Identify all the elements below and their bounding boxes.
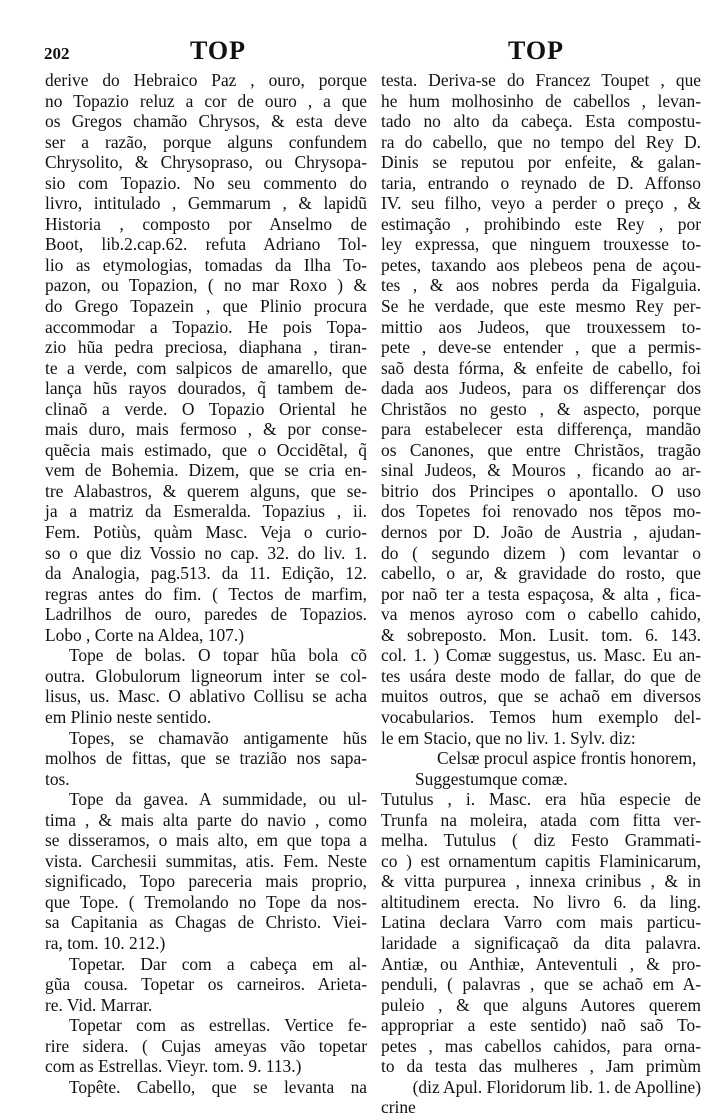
- text-line: appropriar a este sentido) naõ saõ To-: [381, 1015, 701, 1036]
- text-line: tre Alabastros, & querem alguns, que se-: [45, 480, 367, 501]
- text-line: Latina declara Varro com mais particu-: [381, 912, 701, 933]
- text-line: zio hũa pedra preciosa, diaphana , tiran-: [45, 337, 367, 358]
- text-line: muitos outros, que se achaõ em diversos: [381, 686, 701, 707]
- text-line: Suggestumque comæ.: [415, 768, 568, 789]
- text-line: Boot, lib.2.cap.62. refuta Adriano Tol-: [45, 234, 367, 255]
- text-line: co ) est ornamentum capitis Flaminicarum,: [381, 850, 701, 871]
- text-line: gũa cousa. Topetar os carneiros. Arieta-: [45, 974, 367, 995]
- text-line: re. Vid. Marrar.: [45, 994, 153, 1015]
- text-line: vista. Carchesii summitas, atis. Fem. Neste: [45, 850, 367, 871]
- text-line: mais duro, mais fermoso , & por conse-: [45, 419, 367, 440]
- running-head-left: TOP: [190, 36, 246, 65]
- text-line: se disseramos, o mais alto, em que topa a: [45, 830, 367, 851]
- text-line: da Analogia, pag.513. da 11. Edição, 12.: [45, 563, 367, 584]
- text-line: do ( segundo dizem ) com levantar o: [381, 542, 701, 563]
- text-line: tes usára deste modo de fallar, do que de: [381, 665, 701, 686]
- text-line: laridade a significaçaõ da dita palavra.: [381, 932, 701, 953]
- text-line: he hum molhosinho de cabellos , levan-: [381, 90, 701, 111]
- text-line: tes , & aos nobres perda da Figalguia.: [381, 275, 701, 296]
- text-line: Se he verdade, que este mesmo Rey per-: [381, 296, 701, 317]
- text-line: cabello, o ar, & gravidade do rosto, que: [381, 563, 701, 584]
- text-line: os Gregos chamão Chrysos, & esta deve: [45, 111, 367, 132]
- text-line: puleio , & que alguns Autores querem: [381, 994, 701, 1015]
- text-line: derive do Hebraico Paz , ouro, porque: [45, 70, 367, 90]
- text-line: clinaõ a verde. O Topazio Oriental he: [45, 398, 367, 419]
- text-line: vocabularios. Temos hum exemplo del-: [381, 706, 701, 727]
- text-line: tado no alto da cabeça. Esta compostu-: [381, 111, 701, 132]
- text-line: melha. Tutulus ( diz Festo Grammati-: [381, 830, 701, 851]
- text-line: com as Estrellas. Vieyr. tom. 9. 113.): [45, 1056, 302, 1077]
- page-header: [0, 36, 709, 68]
- text-line: & vitta purpurea , innexa crinibus , & in: [381, 871, 701, 892]
- text-line: sa Capitania as Chagas de Christo. Viei-: [45, 912, 367, 933]
- text-line: livro, intitulado , Gemmarum , & lapidũ: [45, 193, 367, 214]
- text-line: tos.: [45, 768, 70, 789]
- text-line: sio com Topazio. No seu commento do: [45, 172, 367, 193]
- text-line: significado, Topo pareceria mais proprio,: [45, 871, 367, 892]
- text-line: Topes, se chamavão antigamente hũs: [69, 727, 367, 748]
- text-line: testa. Deriva-se do Francez Toupet , que: [381, 70, 701, 90]
- text-line: va menos ayroso com o cabello cahido,: [381, 604, 701, 625]
- text-line: mittio aos Judeos, que trouxessem to-: [381, 316, 701, 337]
- text-line: crine: [381, 1097, 416, 1118]
- text-line: tima , & mais alta parte do navio , como: [45, 809, 367, 830]
- text-line: rire sidera. ( Cujas ameyas vão topetar: [45, 1035, 367, 1056]
- text-line: no Topazio reluz a cor de ouro , a que: [45, 90, 367, 111]
- text-line: Dinis se reputou por enfeite, & galan-: [381, 152, 701, 173]
- left-column: [45, 70, 367, 1097]
- text-line: ja a matriz da Esmeralda. Topazius , ii.: [45, 501, 367, 522]
- text-line: dernos por D. João de Austria , ajudan-: [381, 522, 701, 543]
- text-line: outra. Globulorum ligneorum inter se col-: [45, 665, 367, 686]
- text-line: Topetar. Dar com a cabeça em al-: [69, 953, 367, 974]
- text-line: dada aos Judeos, para os differençar dos: [381, 378, 701, 399]
- text-line: penduli, ( palavras , que se achaõ em A-: [381, 974, 701, 995]
- text-line: regras antes do fim. ( Tectos de marfim,: [45, 583, 367, 604]
- text-line: dos Topetes foi renovado nos tẽpos mo-: [381, 501, 701, 522]
- text-line: ley expressa, que ninguem trouxesse to-: [381, 234, 701, 255]
- text-line: accommodar a Topazio. He pois Topa-: [45, 316, 367, 337]
- text-line: le em Stacio, que no liv. 1. Sylv. diz:: [381, 727, 636, 748]
- text-line: quẽcia mais estimado, que o Occidẽtal, q̃: [45, 439, 367, 460]
- text-line: saõ desta fórma, & enfeite de cabello, foi: [381, 357, 701, 378]
- text-line: Tutulus , i. Masc. era hũa especie de: [381, 789, 701, 810]
- text-line: petes , mas cabellos cahidos, para orna-: [381, 1035, 701, 1056]
- text-line: lança hũs rayos dourados, q̃ tambem de-: [45, 378, 367, 399]
- text-line: Historia , composto por Anselmo de: [45, 213, 367, 234]
- text-line: pazon, ou Topazion, ( no mar Roxo ) &: [45, 275, 367, 296]
- text-line: Tope de bolas. O topar hũa bola cõ: [69, 645, 367, 666]
- text-line: Topetar com as estrellas. Vertice fe-: [69, 1015, 367, 1036]
- text-line: lisus, us. Masc. O ablativo Collisu se acha: [45, 686, 367, 707]
- text-line: Chrysolito, & Chrysopraso, ou Chrysopa-: [45, 152, 367, 173]
- running-head-right: TOP: [508, 36, 564, 65]
- text-line: molhos de fittas, que se trazião nos sapa-: [45, 748, 367, 769]
- text-line: altitudinem erecta. No livro 6. da ling.: [381, 891, 701, 912]
- text-line: so o que diz Vossio no cap. 32. do liv. 1.: [45, 542, 367, 563]
- text-line: sinal Judeos, & Mouros , ficando ao ar-: [381, 460, 701, 481]
- text-line: vem de Bohemia. Dizem, que se cria en-: [45, 460, 367, 481]
- text-line: bitrio dos Principes o apontallo. O uso: [381, 480, 701, 501]
- text-line: do Grego Topazein , que Plinio procura: [45, 296, 367, 317]
- text-line: para estabelecer esta differença, mandão: [381, 419, 701, 440]
- text-line: col. 1. ) Comæ suggestus, us. Masc. Eu an-: [381, 645, 701, 666]
- text-line: IV. seu filho, veyo a perder o preço , &: [381, 193, 701, 214]
- text-line: em Plinio neste sentido.: [45, 706, 212, 727]
- text-line: Antiæ, ou Anthiæ, Anteventuli , & pro-: [381, 953, 701, 974]
- text-line: Trunfa na moleira, atada com fitta ver-: [381, 809, 701, 830]
- text-line: Celsæ procul aspice frontis honorem,: [437, 748, 697, 769]
- text-line: pete , deve-se entender , que a permis-: [381, 337, 701, 358]
- text-line: estimação , prohibindo este Rey , por: [381, 213, 701, 234]
- text-line: que Tope. ( Tremolando no Tope da nos-: [45, 891, 367, 912]
- text-line: ra, tom. 10. 212.): [45, 932, 166, 953]
- text-line: lio as etymologias, tomadas da Ilha To-: [45, 254, 367, 275]
- text-line: taria, entrando o reynado de D. Affonso: [381, 172, 701, 193]
- text-line: Fem. Potiùs, quàm Masc. Veja o curio-: [45, 522, 367, 543]
- text-line: to da testa das mulheres , Jam primùm: [381, 1056, 701, 1077]
- text-line: Christãos no gesto , & aspecto, porque: [381, 398, 701, 419]
- text-line: & sobreposto. Mon. Lusit. tom. 6. 143.: [381, 624, 701, 645]
- text-line: os Canones, que entre Christãos, tragão: [381, 439, 701, 460]
- text-line: ra do cabello, que no tempo del Rey D.: [381, 131, 701, 152]
- text-line: ser a razão, porque alguns confundem: [45, 131, 367, 152]
- text-line: petes, taxando aos plebeos pena de açou-: [381, 254, 701, 275]
- text-line: Topête. Cabello, que se levanta na: [69, 1076, 367, 1097]
- text-line: te a verde, com salpicos de amarello, que: [45, 357, 367, 378]
- page-number: 202: [44, 44, 70, 63]
- text-line: Ladrilhos de ouro, paredes de Topazios.: [45, 604, 367, 625]
- right-column: [381, 70, 701, 1118]
- text-line: Lobo , Corte na Aldea, 107.): [45, 624, 244, 645]
- text-line: (diz Apul. Floridorum lib. 1. de Apolline): [412, 1076, 701, 1097]
- text-line: por naõ ter a testa espaçosa, & alta , fica-: [381, 583, 701, 604]
- text-line: Tope da gavea. A summidade, ou ul-: [69, 789, 367, 810]
